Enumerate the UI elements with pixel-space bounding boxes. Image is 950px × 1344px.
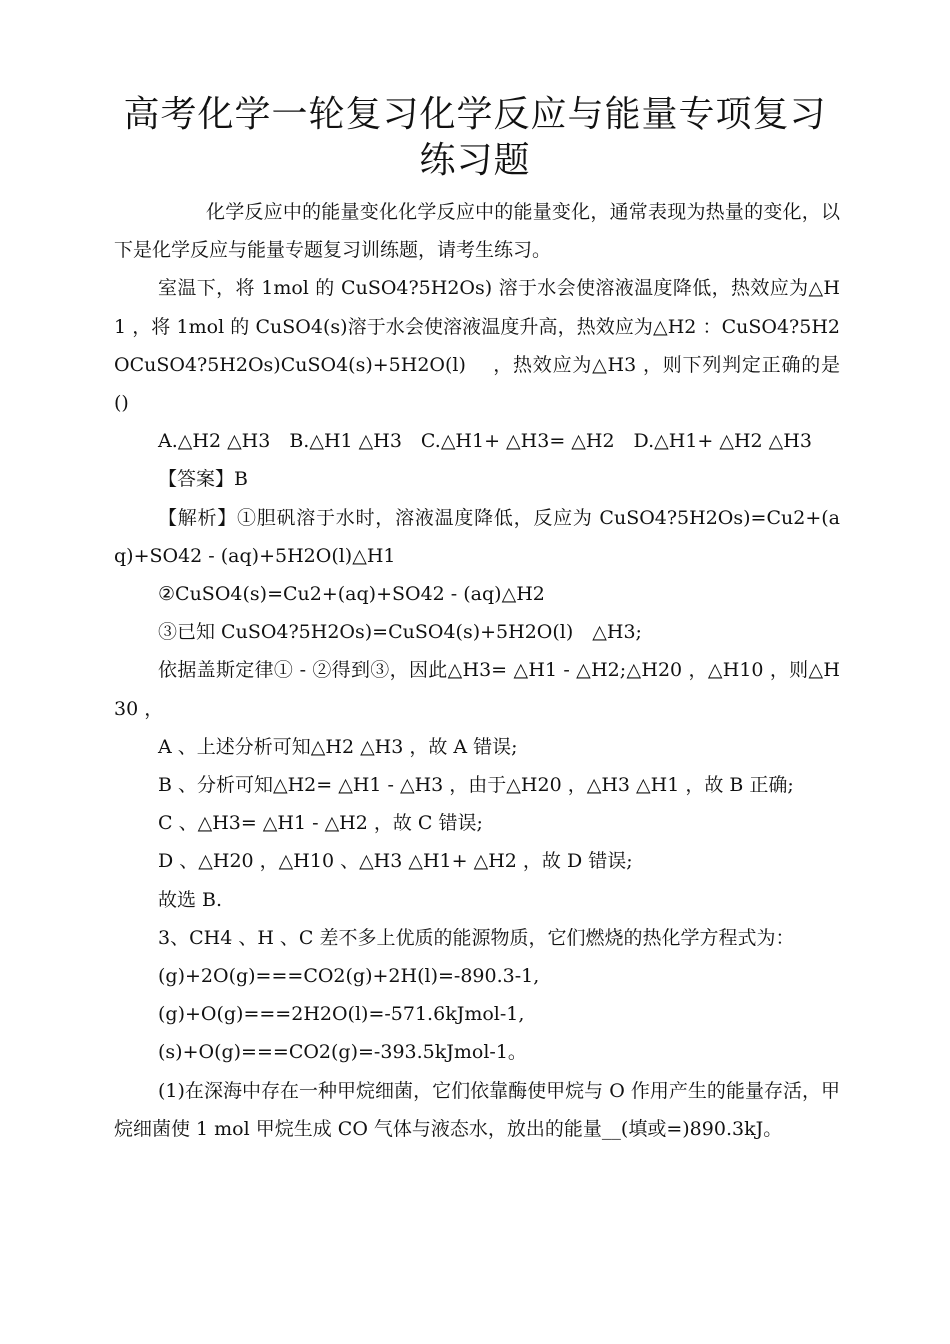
equation-1: (g)+2O(g)===CO2(g)+2H(l)=-890.3-1, xyxy=(158,965,540,988)
question-3-part-1: (1)在深海中存在一种甲烷细菌，它们依靠酶使甲烷与 O 作用产生的能量存活，甲烷细菌使 1 mol 甲烷生成 CO 气体与液态水，放出的能量__(填或=)890.3kJ。 xyxy=(114,1079,840,1140)
equation-3: (s)+O(g)===CO2(g)=-393.5kJmol-1。 xyxy=(158,1041,527,1064)
question-3-stem: 3、CH4 、H 、C 差不多上优质的能源物质，它们燃烧的热化学方程式为： xyxy=(158,926,795,949)
analysis-step-2: ②CuSO4(s)=Cu2+(aq)+SO42 - (aq)△H2 xyxy=(158,583,545,606)
equation-2: (g)+O(g)===2H2O(l)=-571.6kJmol-1, xyxy=(158,1003,525,1026)
question-1-options: A.△H2 △H3 B.△H1 △H3 C.△H1+ △H3= △H2 D.△H1+ △H2 △H3 xyxy=(158,430,812,453)
analysis-step-3: ③已知 CuSO4?5H2Os)=CuSO4(s)+5H2O(l) △H3; xyxy=(158,621,642,644)
option-a-analysis: A 、上述分析可知△H2 △H3 ，故 A 错误; xyxy=(158,735,518,758)
intro-paragraph: 化学反应中的能量变化化学反应中的能量变化，通常表现为热量的变化，以下是化学反应与能量专题复习训练题，请考生练习。 xyxy=(114,201,840,262)
answer-line: 【答案】B xyxy=(158,468,248,491)
hess-law-paragraph: 依据盖斯定律① - ②得到③，因此△H3= △H1 - △H2;△H20 ，△H10 ，则△H30 ， xyxy=(114,659,840,720)
question-1-stem: 室温下，将 1mol 的 CuSO4?5H2Os) 溶于水会使溶液温度降低，热效应为△H1 ，将 1mol 的 CuSO4(s)溶于水会使溶液温度升高，热效应为△H2 ：CuSO4?5H2OCuSO4?5H2Os)CuSO4(s)+5H2O(l) ，热效应为△H3 ，则下列判定正确的是() xyxy=(114,277,840,415)
option-d-analysis: D 、△H20 ，△H10 、△H3 △H1+ △H2 ，故 D 错误; xyxy=(158,850,633,873)
conclusion-line: 故选 B. xyxy=(158,888,223,911)
option-b-analysis: B 、分析可知△H2= △H1 - △H3 ，由于△H20 ，△H3 △H1 ，故 B 正确; xyxy=(158,774,794,797)
analysis-step-1: 【解析】①胆矾溶于水时，溶液温度降低，反应为 CuSO4?5H2Os)=Cu2+(aq)+SO42 - (aq)+5H2O(l)△H1 xyxy=(114,506,840,567)
option-c-analysis: C 、△H3= △H1 - △H2 ，故 C 错误; xyxy=(158,812,483,835)
document-body xyxy=(114,193,840,1148)
page-title: 高考化学一轮复习化学反应与能量专项复习练习题 xyxy=(123,94,827,181)
